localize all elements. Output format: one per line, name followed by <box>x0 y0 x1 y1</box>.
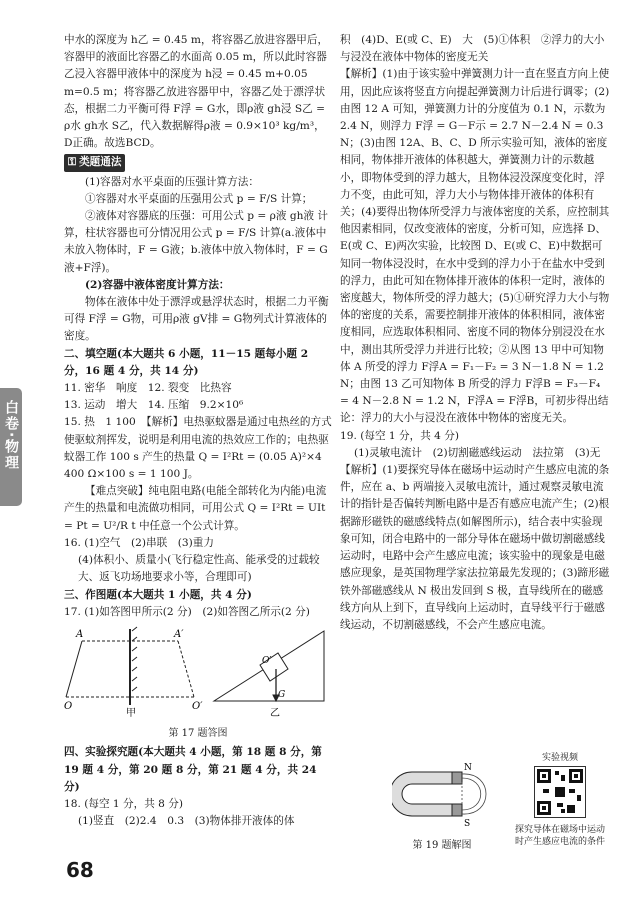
answer-15: 15. 热 1 100 【解析】电热驱蚊器是通过电热丝的方式使驱蚊剂挥发，说明是利用电流的热效应工作的；电热驱蚊器工作 100 s 产生的热量 Q = I²Rt = (0.05 A)²×4 400 Ω×100 s = 1 100 J。 <box>64 416 332 481</box>
fig-17-caption: 第 17 题答图 <box>168 728 228 740</box>
section-4-title: 四、实验探究题(本大题共 4 小题，第 18 题 8 分，第 19 题 4 分，第 20 题 8 分，第 21 题 4 分，共 24 分) <box>64 746 322 793</box>
answer-18-header: 18. (每空 1 分，共 8 分) <box>64 797 183 810</box>
answer-16-4: (4)体积小、质量小(飞行稳定性高、能承受的过载较大、返飞功场地要求小等，合理即可) <box>78 554 320 584</box>
method-2-body: 物体在液体中处于漂浮或悬浮状态时，根据二力平衡可得 F浮 = G物，可用ρ液 gV排 = G物列式计算液体的密度。 <box>64 296 329 343</box>
qr-description: 探究导体在磁场中运动时产生感应电流的条件 <box>514 825 605 847</box>
label-A-prime: A′ <box>174 628 184 640</box>
fig-17-svg <box>64 625 332 717</box>
answer-17: 17. (1)如答图甲所示(2 分) (2)如答图乙所示(2 分) <box>64 605 310 618</box>
answer-19-answers: (1)灵敏电流计 (2)切割磁感线运动 法拉第 (3)无 <box>354 446 601 459</box>
answer-19-explain: 【解析】(1)要探究导体在磁场中运动时产生感应电流的条件，应在 a、b 两端接入灵敏电流计，通过观察灵敏电流计的指针是否偏转判断电路中是否有感应电流产生；(2)根据蹄形磁铁的磁感线特点(如解图所示)，结合表中实验现象可知，闭合电路中的一部分导体在磁场中做切割磁感线运动时，电路中会产生感应电流；该实验中的现象是电磁感应现象，是英国物理学家法拉第最先发现的；(3)蹄形磁铁外部磁感线从 N 极出发回到 S 极，直导线所在的磁感线方向从上到下，直导线向上运动时，直导线平行于磁感线运动，不切割磁感线，不会产生感应电流。 <box>340 464 610 631</box>
right-column <box>340 32 612 634</box>
section-3-title: 三、作图题(本大题共 1 小题，共 4 分) <box>64 588 252 601</box>
label-O: O <box>64 700 73 712</box>
answer-18-body: (1)竖直 (2)2.4 0.3 (3)物体排开液体的体 <box>78 815 295 828</box>
section-2-title: 二、填空题(本大题共 6 小题，11－15 题每小题 2 分，16 题 4 分，共 14 分) <box>64 347 309 377</box>
key-icon: ⚿ <box>68 156 77 169</box>
answer-18-cont: 积 (4)D、E(或 C、E) 大 (5)①体积 ②浮力的大小与浸没在液体中物体的密度无关 <box>340 34 605 64</box>
method-1a: ①容器对水平桌面的压强用公式 p = F/S 计算； <box>85 192 313 205</box>
method-tag: ⚿ 类题通法 <box>64 152 332 173</box>
fig-19 <box>392 750 492 851</box>
qr-title: 实验视频 <box>541 753 578 763</box>
label-O-prime-b: O′ <box>262 655 272 666</box>
fig-17-incline <box>214 631 324 701</box>
qr-code-icon[interactable] <box>534 766 586 818</box>
answer-16: 16. (1)空气 (2)串联 (3)重力 <box>64 536 214 549</box>
fig-17-label-yi: 乙 <box>270 707 280 717</box>
fig-19-caption: 第 19 题解图 <box>412 840 472 851</box>
horseshoe-magnet-icon <box>392 772 462 816</box>
answer-11-12: 11. 密华 响度 12. 裂变 比热容 <box>64 382 232 395</box>
label-S: S <box>464 819 471 829</box>
label-G: G <box>278 689 286 700</box>
answer-15-note: 【难点突破】纯电阻电路(电能全部转化为内能)电流产生的热量和电流做功相同，可用公式 Q = I²Rt = UIt = Pt = U²/R t 中任意一个公式计算。 <box>64 485 327 532</box>
answer-18-explain: 【解析】(1)由于该实验中弹簧测力计一直在竖直方向上使用，因此应该将竖直方向提起弹簧测力计后进行调零；(2)由图 12 A 可知，弹簧测力计的分度值为 0.1 N，示数为 2.4 N，则浮力 F浮 = G－F示 = 2.7 N－2.4 N = 0.3 N；(3)由图 12A、B、C、D 所示实验可知，液体的密度相同，物体排开液体的体积越大，弹簧测力计的示数越小，即物体受到的浮力越大，且物体浸没深度变化时，浮力不变，由此可知，浮力大小与物体排开液体的体积有关；(4)要得出物体所受浮力与液体密度的关系，应控制其他因素相同，仅改变液体的密度，分析可知，应选择 D、E(或 C、E)两次实验，比较图 D、E(或 C、E)中数据可知同一物体浸没时，在水中受到的浮力小于在盐水中受到的浮力，由此可知在物体排开液体的体积一定时，液体的密度越大，物体所受的浮力越大；(5)①研究浮力大小与物体的密度的关系，需要控制排开液体的体积相同，液体密度相同，应选取体积相同、密度不同的物体分别浸没在水中，测出其所受浮力并进行比较；②从图 13 甲中可知物体 A 所受的浮力 F浮A = F₁－F₂ = 3 N－1.8 N = 1.2 N；由图 13 乙可知物体 B 所受的浮力 F浮B = F₃－F₄ = 4 N－2.8 N = 1.2 N，F浮A = F浮B，可初步得出结论：浮力的大小与浸没在液体中物体的密度无关。 <box>340 68 610 425</box>
qr-block <box>512 752 608 848</box>
fig-19-svg <box>392 750 492 830</box>
subject-side-tab: 白卷·物理 <box>0 388 22 506</box>
left-column <box>64 32 332 830</box>
method-1-title: (1)容器对水平桌面的压强计算方法： <box>85 175 259 188</box>
page-number: 68 <box>66 858 94 882</box>
label-A: A <box>76 628 84 640</box>
answer-13-14: 13. 运动 增大 14. 压缩 9.2×10⁶ <box>64 399 244 412</box>
label-N: N <box>464 763 472 773</box>
label-O-prime: O′ <box>192 700 203 712</box>
fig-17 <box>64 625 332 742</box>
fig-17-label-jia: 甲 <box>126 707 136 717</box>
field-lines <box>462 774 486 814</box>
q14-tail-text: 中水的深度为 h乙 = 0.45 m，将容器乙放进容器甲后，容器甲的液面比容器乙的水面高 0.05 m，所以此时容器乙浸入容器甲液体中的深度为 h浸 = 0.45 m+0.05 m=0.5 m；将容器乙放进容器甲中，容器乙处于漂浮状态，根据二力平衡可得 F浮 = G水，即ρ液 gh浸 S乙 = ρ水 gh水 S乙，代入数据解得ρ液 = 0.9×10³ kg/m³，D正确。故选BCD。 <box>64 34 329 150</box>
method-1b: ②液体对容器底的压强：可用公式 p = ρ液 gh液 计算，柱状容器也可分情况用公式 p = F/S 计算(a.液体中未放入物体时，F = G液；b.液体中放入物体时，F = G液+F浮)。 <box>64 210 329 274</box>
method-2-title: (2)容器中液体密度计算方法： <box>85 278 230 291</box>
answer-19-header: 19. (每空 1 分，共 4 分) <box>340 429 459 442</box>
